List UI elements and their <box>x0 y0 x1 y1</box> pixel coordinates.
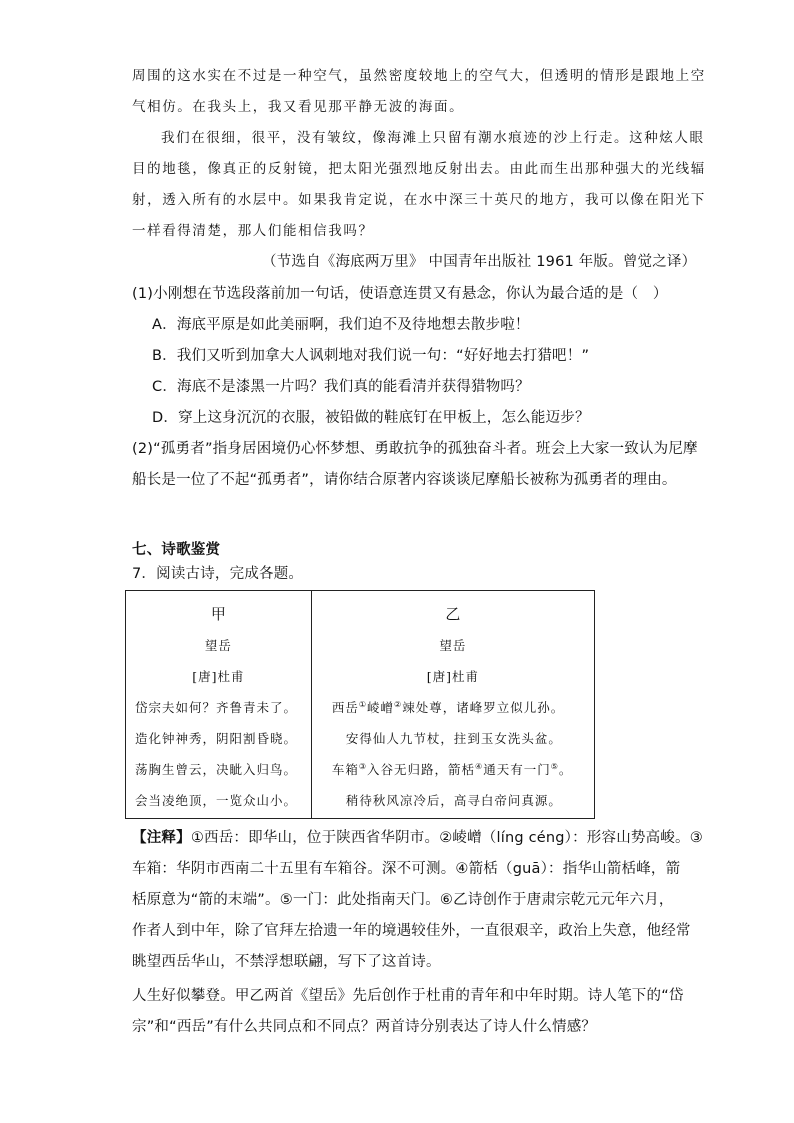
poem-a-line: 造化钟神秀，阴阳割昏晓。 <box>135 731 298 746</box>
poem-b-title: 望岳 <box>439 638 467 653</box>
passage-line: 目的地毯，像真正的反射镜，把太阳光强烈地反射出去。由此而生出那种强大的光线辐 <box>132 161 706 177</box>
passage-line: 周围的这水实在不过是一种空气，虽然密度较地上的空气大，但透明的情形是跟地上空 <box>132 68 706 84</box>
section-title: 七、诗歌鉴赏 <box>132 542 221 558</box>
final-question-line: 人生好似攀登。甲乙两首《望岳》先后创作于杜甫的青年和中年时期。诗人笔下的“岱 <box>132 988 684 1004</box>
q2-line: 船长是一位了不起“孤勇者”，请你结合原著内容谈谈尼摩船长被称为孤勇者的理由。 <box>132 472 677 488</box>
poem-a-line: 会当凌绝顶，一览众山小。 <box>135 793 298 808</box>
poem-b-line: 稍待秋风凉冷后，高寻白帝问真源。 <box>345 793 562 808</box>
notes-line: 栝原意为“箭的末端”。⑤一门：此处指南天门。⑥乙诗创作于唐肃宗乾元元年六月， <box>132 892 674 908</box>
poem-a-label: 甲 <box>210 605 226 623</box>
poem-b-line: 安得仙人九节杖，拄到玉女洗头盆。 <box>345 731 562 746</box>
poem-a-cell <box>126 591 312 819</box>
q2-line: (2)“孤勇者”指身居困境仍心怀梦想、勇敢抗争的孤独奋斗者。班会上大家一致认为尼摩 <box>132 441 698 457</box>
poem-table <box>125 590 595 819</box>
poem-a-title: 望岳 <box>204 638 232 653</box>
poem-a-line: 岱宗夫如何？齐鲁青未了。 <box>135 700 298 715</box>
poem-b-line: 车箱③入谷无归路，箭栝④通天有一门⑤。 <box>331 761 573 777</box>
q1-option-d: D．穿上这身沉沉的衣服，被铅做的鞋底钉在甲板上，怎么能迈步？ <box>152 410 590 426</box>
poem-a-author: [唐]杜甫 <box>192 669 245 684</box>
notes-line: 眺望西岳华山，不禁浮想联翩，写下了这首诗。 <box>132 954 441 970</box>
passage-source: （节选自《海底两万里》 中国青年出版社 1961 年版。曾觉之译） <box>262 254 697 270</box>
poem-b-author: [唐]杜甫 <box>426 669 480 684</box>
notes-line: 【注释】①西岳：即华山，位于陕西省华阴市。②崚嶒（líng céng）：形容山势高峻。③ <box>132 830 703 846</box>
notes-line: 车箱：华阴市西南二十五里有车箱谷。深不可测。④箭栝（guā）：指华山箭栝峰，箭 <box>132 861 681 877</box>
q1-option-a: A．海底平原是如此美丽啊，我们迫不及待地想去散步啦！ <box>152 317 530 333</box>
passage-line: 一样看得清楚，那人们能相信我吗？ <box>132 223 374 239</box>
q1-option-b: B．我们又听到加拿大人讽刺地对我们说一句：“好好地去打猎吧！” <box>152 348 590 364</box>
q1-stem: (1)小刚想在节选段落前加一句话，使语意连贯又有悬念，你认为最合适的是（ ） <box>132 286 668 302</box>
poem-a-line: 荡胸生曾云，决眦入归鸟。 <box>135 762 298 777</box>
notes-label: 【注释】 <box>132 830 191 846</box>
section-question: 7．阅读古诗，完成各题。 <box>132 566 304 582</box>
final-question-line: 宗”和“西岳”有什么共同点和不同点？两首诗分别表达了诗人什么情感？ <box>132 1019 597 1035</box>
passage-line: 我们在很细，很平，没有皱纹，像海滩上只留有潮水痕迹的沙上行走。这种炫人眼 <box>161 130 705 146</box>
passage-line: 射，透入所有的水层中。如果我肯定说，在水中深三十英尺的地方，我可以像在阳光下 <box>132 192 706 208</box>
q1-option-c: C．海底不是漆黑一片吗？我们真的能看清并获得猎物吗？ <box>152 379 530 395</box>
poem-b-line: 西岳①崚嶒②竦处尊，诸峰罗立似儿孙。 <box>331 699 565 715</box>
poem-b-cell <box>311 591 594 819</box>
poem-b-label: 乙 <box>445 605 461 623</box>
passage-line: 气相仿。在我头上，我又看见那平静无波的海面。 <box>132 99 465 115</box>
notes-line: 作者人到中年，除了官拜左拾遗一年的境遇较佳外，一直很艰辛，政治上失意，他经常 <box>132 923 691 939</box>
